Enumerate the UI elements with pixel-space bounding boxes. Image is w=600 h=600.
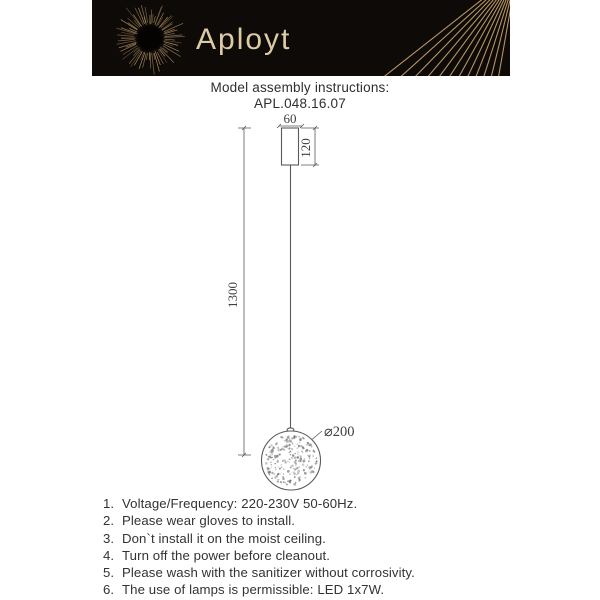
sheet-title: Model assembly instructions: — [210, 80, 390, 95]
dim-label-shade-diameter: ⌀200 — [324, 424, 355, 440]
instruction-number: 5. — [103, 565, 115, 581]
lamp-dimension-diagram — [0, 112, 600, 496]
dim-label-suspension-length: 1300 — [225, 282, 240, 308]
instructions-list — [103, 495, 415, 599]
instruction-text: Please wear gloves to install. — [122, 513, 296, 529]
instruction-item — [103, 581, 415, 598]
brand-name: Aployt — [196, 23, 292, 56]
instruction-text: The use of lamps is permissible: LED 1x7W. — [122, 582, 385, 598]
dim-label-canopy-width: 60 — [283, 112, 297, 126]
title-block — [0, 80, 600, 112]
dim-leader-diameter — [312, 431, 322, 440]
sunburst-center — [138, 26, 163, 51]
dim-label-canopy-height: 120 — [298, 138, 313, 158]
instruction-item — [103, 564, 415, 581]
instruction-text: Voltage/Frequency: 220-230V 50-60Hz. — [122, 496, 358, 511]
instruction-text: Turn off the power before cleanout. — [122, 547, 331, 563]
instruction-number: 4. — [103, 547, 115, 563]
instruction-number: 2. — [103, 513, 115, 529]
model-number: APL.048.16.07 — [254, 96, 346, 111]
instruction-item — [103, 495, 415, 512]
instruction-number: 6. — [103, 582, 115, 598]
instruction-text: Please wash with the sanitizer without corrosivity. — [122, 565, 415, 581]
ceiling-canopy — [282, 128, 299, 165]
instruction-number: 3. — [103, 530, 115, 546]
brand-banner — [92, 0, 510, 76]
instruction-text: Don`t install it on the moist ceiling. — [122, 530, 326, 546]
instruction-number: 1. — [103, 496, 115, 511]
instruction-item — [103, 512, 415, 529]
brand-banner-graphic — [92, 0, 510, 76]
instruction-item — [103, 530, 415, 547]
instruction-item — [103, 547, 415, 564]
